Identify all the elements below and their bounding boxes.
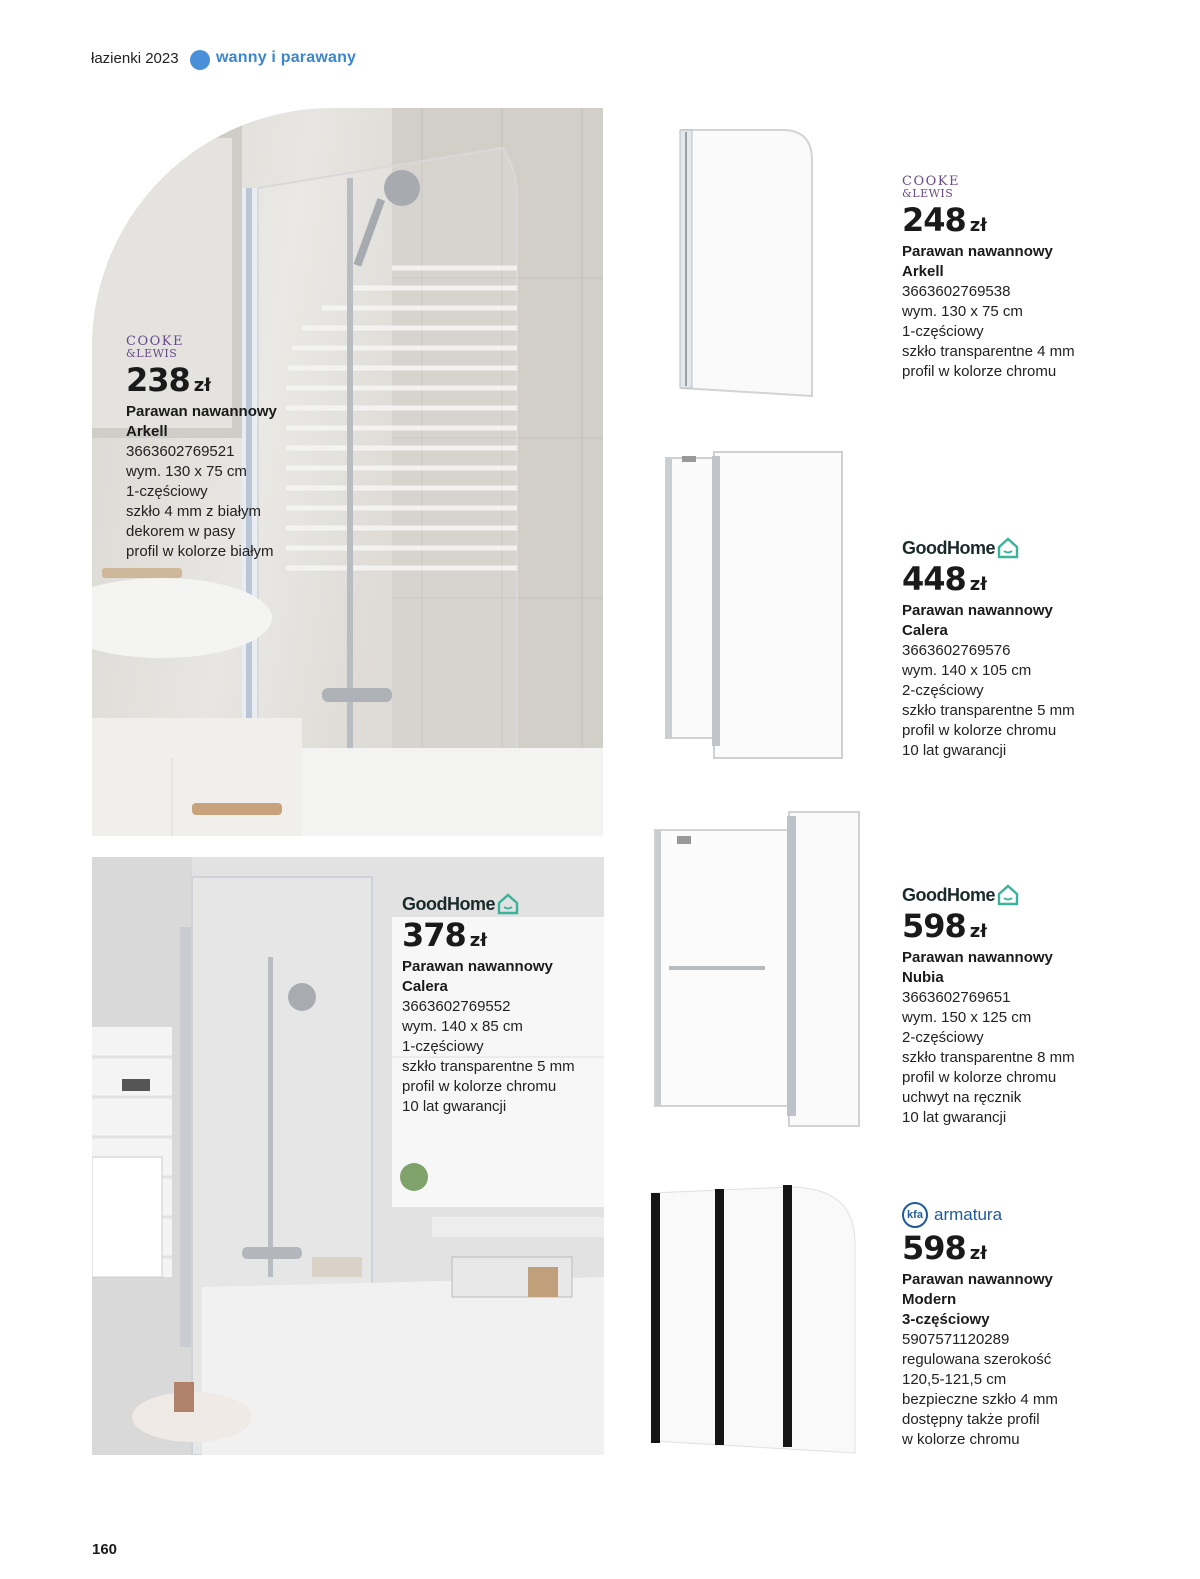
product-name: Parawan nawannowy Arkell xyxy=(126,403,277,440)
screen-nubia-image xyxy=(649,806,865,1130)
screen-modern-black-image xyxy=(649,1183,861,1458)
product-specs: 3663602769521 wym. 130 x 75 cm 1-częściowy szkło 4 mm z białym dekorem w pasy profil w kolorze białym xyxy=(126,443,274,560)
brand-logo-goodhome: GoodHome xyxy=(902,537,1152,559)
brand-logo-cooke-lewis: COOKE &LEWIS xyxy=(902,174,960,200)
brand-logo-cooke-lewis: COOKE &LEWIS xyxy=(126,334,184,360)
price: 598 zł xyxy=(902,1229,987,1267)
product-card-calera-378 xyxy=(402,893,612,1117)
product-name: Parawan nawannowy Calera xyxy=(902,602,1053,639)
page-number: 160 xyxy=(92,1541,118,1558)
product-specs: 3663602769552 wym. 140 x 85 cm 1-częściowy szkło transparentne 5 mm profil w kolorze chromu 10 lat gwarancji xyxy=(402,998,575,1115)
product-name: Parawan nawannowy Modern 3-częściowy xyxy=(902,1271,1053,1328)
product-specs: 3663602769651 wym. 150 x 125 cm 2-częściowy szkło transparentne 8 mm profil w kolorze chromu uchwyt na ręcznik 10 lat gwarancji xyxy=(902,989,1075,1126)
price: 378 zł xyxy=(402,916,487,954)
product-card-calera-448 xyxy=(902,537,1152,761)
screen-calera-2-panel-image xyxy=(660,446,846,760)
house-icon xyxy=(997,537,1019,559)
house-icon xyxy=(497,893,519,915)
product-card-arkell-238 xyxy=(126,336,346,562)
product-name: Parawan nawannowy Calera xyxy=(402,958,553,995)
product-card-arkell-248 xyxy=(902,176,1152,382)
price: 238 zł xyxy=(126,361,211,399)
brand-logo-kfa-armatura: kfa armatura xyxy=(902,1202,1152,1228)
brand-logo-goodhome: GoodHome xyxy=(902,884,1152,906)
product-specs: 5907571120289 regulowana szerokość 120,5-121,5 cm bezpieczne szkło 4 mm dostępny także profil w kolorze chromu xyxy=(902,1331,1058,1448)
header-category: wanny i parawany xyxy=(216,49,357,66)
product-specs: 3663602769576 wym. 140 x 105 cm 2-częściowy szkło transparentne 5 mm profil w kolorze chromu 10 lat gwarancji xyxy=(902,642,1075,759)
header-year: łazienki 2023 xyxy=(91,50,179,67)
brand-logo-goodhome: GoodHome xyxy=(402,893,612,915)
house-icon xyxy=(997,884,1019,906)
price: 598 zł xyxy=(902,907,987,945)
screen-arkell-chrome-image xyxy=(676,126,816,401)
product-specs: 3663602769538 wym. 130 x 75 cm 1-częściowy szkło transparentne 4 mm profil w kolorze chromu xyxy=(902,283,1075,380)
product-card-modern-598 xyxy=(902,1202,1152,1450)
kfa-logo-icon: kfa xyxy=(902,1202,928,1228)
product-name: Parawan nawannowy Arkell xyxy=(902,243,1053,280)
product-name: Parawan nawannowy Nubia xyxy=(902,949,1053,986)
product-card-nubia-598 xyxy=(902,884,1152,1128)
header-dot-icon xyxy=(190,50,210,70)
price: 448 zł xyxy=(902,560,987,598)
price: 248 zł xyxy=(902,201,987,239)
